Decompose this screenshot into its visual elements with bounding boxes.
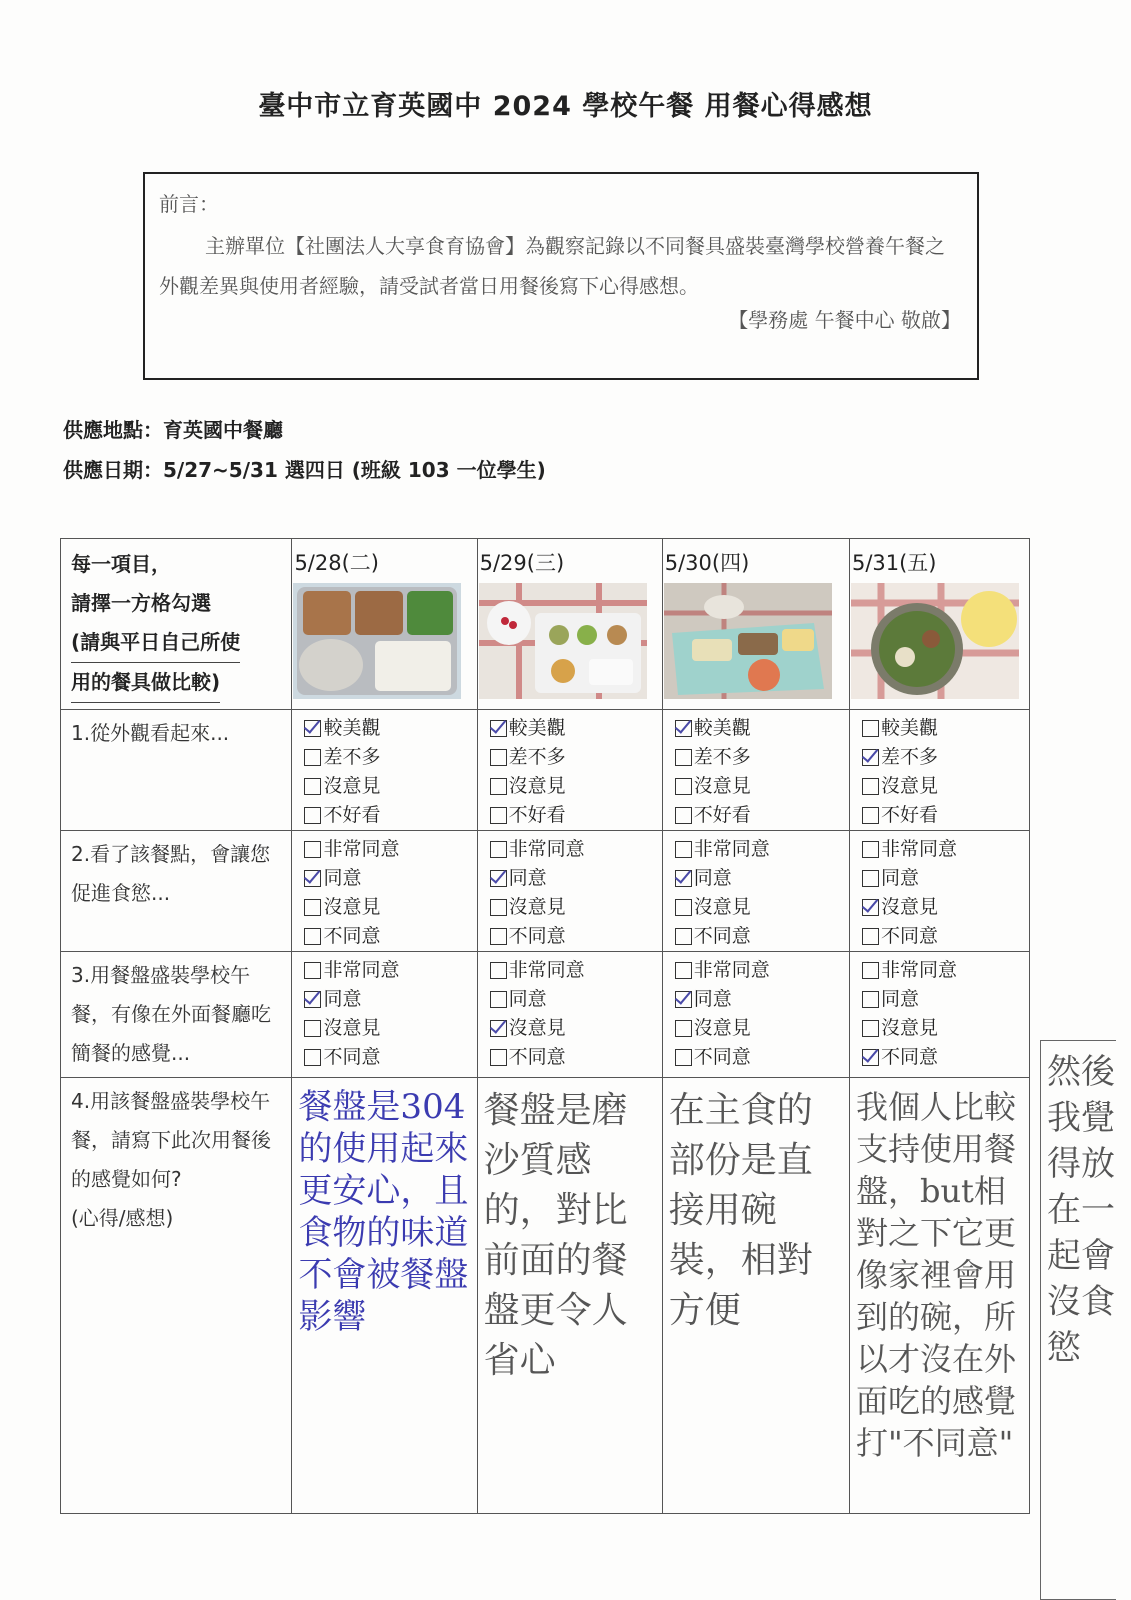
checkbox-option[interactable]	[490, 801, 662, 830]
checkbox[interactable]	[304, 841, 321, 858]
checkbox[interactable]	[862, 720, 879, 737]
checkbox-label: 非常同意	[693, 838, 770, 860]
checkbox-option[interactable]	[490, 864, 662, 893]
day-date: 5/29(三)	[479, 551, 565, 575]
checkbox[interactable]	[675, 778, 692, 795]
checkbox-label: 沒意見	[323, 775, 381, 797]
checkbox-label: 同意	[693, 867, 732, 889]
checkbox-option[interactable]	[675, 772, 849, 801]
checkbox-option[interactable]	[490, 714, 662, 743]
checkbox-option[interactable]	[675, 743, 849, 772]
intro-body: 主辦單位【社團法人大享食育協會】為觀察記錄以不同餐具盛裝臺灣學校營養午餐之外觀差異與使用者經驗，請受試者當日用餐後寫下心得感想。	[159, 234, 945, 298]
checkbox-label: 沒意見	[508, 775, 566, 797]
checkbox[interactable]	[862, 991, 879, 1008]
options-cell	[477, 710, 662, 831]
checkbox[interactable]	[675, 899, 692, 916]
checkbox[interactable]	[862, 1049, 879, 1066]
header-line: 請擇一方格勾選	[71, 591, 211, 615]
checkbox-label: 不好看	[323, 804, 381, 826]
handwritten-answer: 餐盤是磨沙質感的，對比前面的餐盤更令人省心	[477, 1078, 662, 1514]
checkbox-option[interactable]	[862, 772, 1029, 801]
checkbox-option[interactable]	[862, 893, 1029, 922]
checkbox-label: 較美觀	[693, 717, 751, 739]
checkbox-option[interactable]	[675, 714, 849, 743]
checkbox-label: 較美觀	[508, 717, 566, 739]
checkbox-label: 同意	[508, 867, 547, 889]
checkbox-option[interactable]	[862, 922, 1029, 951]
checkbox[interactable]	[490, 870, 507, 887]
checkbox[interactable]	[304, 962, 321, 979]
intro-label: 前言：	[159, 192, 219, 216]
day-header	[849, 539, 1029, 710]
checkbox-option[interactable]	[675, 985, 849, 1014]
checkbox[interactable]	[675, 962, 692, 979]
checkbox-label: 沒意見	[508, 896, 566, 918]
checkbox[interactable]	[304, 928, 321, 945]
checkbox-option[interactable]	[862, 714, 1029, 743]
checkbox[interactable]	[490, 1049, 507, 1066]
checkbox[interactable]	[304, 749, 321, 766]
checkbox-label: 非常同意	[880, 959, 957, 981]
options-cell	[292, 710, 477, 831]
checkbox-option[interactable]	[490, 1043, 662, 1072]
page-title: 臺中市立育英國中 2024 學校午餐 用餐心得感想	[258, 91, 873, 122]
checkbox-label: 差不多	[693, 746, 751, 768]
options-cell	[849, 952, 1029, 1078]
checkbox-option[interactable]	[490, 835, 662, 864]
survey-table	[60, 538, 1030, 1514]
checkbox-option[interactable]	[490, 772, 662, 801]
checkbox-label: 非常同意	[323, 959, 400, 981]
meal-photo	[664, 583, 832, 699]
checkbox[interactable]	[304, 1020, 321, 1037]
checkbox-label: 不好看	[508, 804, 566, 826]
checkbox[interactable]	[675, 807, 692, 824]
checkbox-option[interactable]	[304, 922, 476, 951]
checkbox-option[interactable]	[862, 1043, 1029, 1072]
question-text: 1.從外觀看起來...	[61, 710, 292, 831]
checkbox[interactable]	[675, 1049, 692, 1066]
checkbox[interactable]	[862, 870, 879, 887]
checkbox[interactable]	[675, 870, 692, 887]
options-cell	[477, 831, 662, 952]
q4-text: 4.用該餐盤盛裝學校午餐，請寫下此次用餐後的感覺如何?	[71, 1089, 271, 1191]
checkbox-label: 較美觀	[880, 717, 938, 739]
q4-subtext: (心得/感想)	[71, 1206, 174, 1230]
day-date: 5/31(五)	[851, 551, 937, 575]
meal-photo	[293, 583, 461, 699]
checkbox[interactable]	[675, 749, 692, 766]
checkbox[interactable]	[490, 928, 507, 945]
checkbox-option[interactable]	[675, 835, 849, 864]
checkbox-label: 同意	[323, 988, 362, 1010]
options-cell	[292, 831, 477, 952]
question-text	[61, 1078, 292, 1514]
checkbox[interactable]	[490, 899, 507, 916]
checkbox[interactable]	[490, 841, 507, 858]
checkbox-label: 不同意	[880, 1046, 938, 1068]
checkbox[interactable]	[862, 778, 879, 795]
checkbox-label: 差不多	[880, 746, 938, 768]
margin-handwritten-note: 然後我覺得放在一起會沒食慾	[1040, 1040, 1116, 1600]
day-header	[662, 539, 849, 710]
checkbox[interactable]	[490, 749, 507, 766]
checkbox-label: 差不多	[508, 746, 566, 768]
question-row	[61, 831, 1030, 952]
checkbox[interactable]	[304, 778, 321, 795]
checkbox[interactable]	[304, 807, 321, 824]
checkbox[interactable]	[675, 991, 692, 1008]
checkbox[interactable]	[862, 928, 879, 945]
checkbox-label: 沒意見	[880, 896, 938, 918]
checkbox-option[interactable]	[862, 956, 1029, 985]
checkbox-option[interactable]	[490, 956, 662, 985]
checkbox-option[interactable]	[675, 864, 849, 893]
checkbox[interactable]	[304, 870, 321, 887]
handwritten-answer: 我個人比較支持使用餐盤，but相對之下它更像家裡會用到的碗，所以才沒在外面吃的感覺打"不同意"	[849, 1078, 1029, 1514]
checkbox[interactable]	[862, 807, 879, 824]
intro-signature: 【學務處 午餐中心 敬啟】	[728, 308, 961, 332]
checkbox[interactable]	[490, 807, 507, 824]
options-cell	[849, 831, 1029, 952]
checkbox[interactable]	[675, 928, 692, 945]
question-text: 3.用餐盤盛裝學校午餐，有像在外面餐廳吃簡餐的感覺...	[61, 952, 292, 1078]
checkbox[interactable]	[862, 841, 879, 858]
checkbox[interactable]	[862, 899, 879, 916]
checkbox-label: 沒意見	[693, 1017, 751, 1039]
question-row	[61, 952, 1030, 1078]
checkbox-option[interactable]	[862, 743, 1029, 772]
options-cell	[662, 952, 849, 1078]
header-instructions	[61, 539, 292, 710]
checkbox-option[interactable]	[490, 985, 662, 1014]
checkbox-label: 較美觀	[323, 717, 381, 739]
checkbox[interactable]	[862, 962, 879, 979]
checkbox[interactable]	[304, 720, 321, 737]
checkbox[interactable]	[675, 841, 692, 858]
checkbox[interactable]	[490, 962, 507, 979]
checkbox-label: 沒意見	[323, 896, 381, 918]
checkbox[interactable]	[304, 1049, 321, 1066]
checkbox-label: 沒意見	[880, 1017, 938, 1039]
checkbox-option[interactable]	[862, 801, 1029, 830]
checkbox[interactable]	[675, 720, 692, 737]
checkbox[interactable]	[490, 991, 507, 1008]
day-header	[477, 539, 662, 710]
question-row	[61, 1078, 1030, 1514]
header-line: 每一項目，	[71, 552, 171, 576]
checkbox-label: 沒意見	[693, 896, 751, 918]
checkbox-label: 不好看	[693, 804, 751, 826]
checkbox-label: 沒意見	[693, 775, 751, 797]
checkbox-option[interactable]	[304, 835, 476, 864]
options-cell	[849, 710, 1029, 831]
checkbox-option[interactable]	[304, 864, 476, 893]
checkbox-label: 同意	[693, 988, 732, 1010]
header-line: 用的餐具做比較)	[71, 663, 220, 703]
checkbox-option[interactable]	[675, 801, 849, 830]
question-row	[61, 710, 1030, 831]
checkbox-option[interactable]	[304, 743, 476, 772]
checkbox-label: 沒意見	[323, 1017, 381, 1039]
checkbox-option[interactable]	[675, 922, 849, 951]
question-text: 2.看了該餐點，會讓您促進食慾...	[61, 831, 292, 952]
checkbox-label: 沒意見	[880, 775, 938, 797]
checkbox-option[interactable]	[304, 985, 476, 1014]
header-line: (請與平日自己所使	[71, 623, 240, 663]
checkbox-option[interactable]	[490, 1014, 662, 1043]
checkbox-label: 差不多	[323, 746, 381, 768]
checkbox-option[interactable]	[675, 1014, 849, 1043]
checkbox[interactable]	[304, 991, 321, 1008]
checkbox-label: 同意	[880, 867, 919, 889]
checkbox-label: 非常同意	[508, 959, 585, 981]
day-header	[292, 539, 477, 710]
checkbox-option[interactable]	[675, 956, 849, 985]
checkbox-label: 不好看	[880, 804, 938, 826]
meal-photo	[479, 583, 647, 699]
checkbox-label: 非常同意	[323, 838, 400, 860]
day-date: 5/30(四)	[664, 551, 750, 575]
checkbox[interactable]	[304, 899, 321, 916]
checkbox-option[interactable]	[675, 893, 849, 922]
checkbox[interactable]	[862, 749, 879, 766]
checkbox-option[interactable]	[490, 743, 662, 772]
checkbox-option[interactable]	[862, 835, 1029, 864]
checkbox-label: 不同意	[323, 925, 381, 947]
checkbox-label: 同意	[323, 867, 362, 889]
checkbox-option[interactable]	[304, 1043, 476, 1072]
checkbox[interactable]	[490, 1020, 507, 1037]
meal-photo	[851, 583, 1019, 699]
handwritten-answer: 在主食的部份是直接用碗裝，相對方便	[662, 1078, 849, 1514]
checkbox-label: 不同意	[880, 925, 938, 947]
checkbox[interactable]	[862, 1020, 879, 1037]
checkbox-label: 沒意見	[508, 1017, 566, 1039]
checkbox-label: 不同意	[693, 1046, 751, 1068]
checkbox-option[interactable]	[304, 893, 476, 922]
info-location: 供應地點：育英國中餐廳	[63, 418, 283, 442]
checkbox-label: 不同意	[508, 925, 566, 947]
checkbox-label: 不同意	[693, 925, 751, 947]
options-cell	[477, 952, 662, 1078]
checkbox-label: 非常同意	[508, 838, 585, 860]
checkbox-option[interactable]	[675, 1043, 849, 1072]
checkbox-option[interactable]	[304, 1014, 476, 1043]
checkbox[interactable]	[490, 720, 507, 737]
checkbox-option[interactable]	[304, 956, 476, 985]
checkbox-label: 不同意	[508, 1046, 566, 1068]
checkbox-label: 不同意	[323, 1046, 381, 1068]
intro-box	[143, 172, 979, 380]
checkbox-option[interactable]	[304, 801, 476, 830]
checkbox-option[interactable]	[304, 772, 476, 801]
checkbox-option[interactable]	[490, 922, 662, 951]
checkbox-option[interactable]	[862, 864, 1029, 893]
options-cell	[662, 710, 849, 831]
options-cell	[292, 952, 477, 1078]
checkbox[interactable]	[675, 1020, 692, 1037]
info-date: 供應日期：5/27~5/31 選四日 (班級 103 一位學生)	[63, 458, 546, 482]
handwritten-answer: 餐盤是304的使用起來更安心，且食物的味道不會被餐盤影響	[292, 1078, 477, 1514]
checkbox-option[interactable]	[304, 714, 476, 743]
checkbox-option[interactable]	[862, 985, 1029, 1014]
day-date: 5/28(二)	[294, 551, 379, 575]
checkbox-option[interactable]	[862, 1014, 1029, 1043]
checkbox[interactable]	[490, 778, 507, 795]
checkbox-label: 同意	[508, 988, 547, 1010]
options-cell	[662, 831, 849, 952]
checkbox-option[interactable]	[490, 893, 662, 922]
checkbox-label: 非常同意	[693, 959, 770, 981]
checkbox-label: 非常同意	[880, 838, 957, 860]
checkbox-label: 同意	[880, 988, 919, 1010]
